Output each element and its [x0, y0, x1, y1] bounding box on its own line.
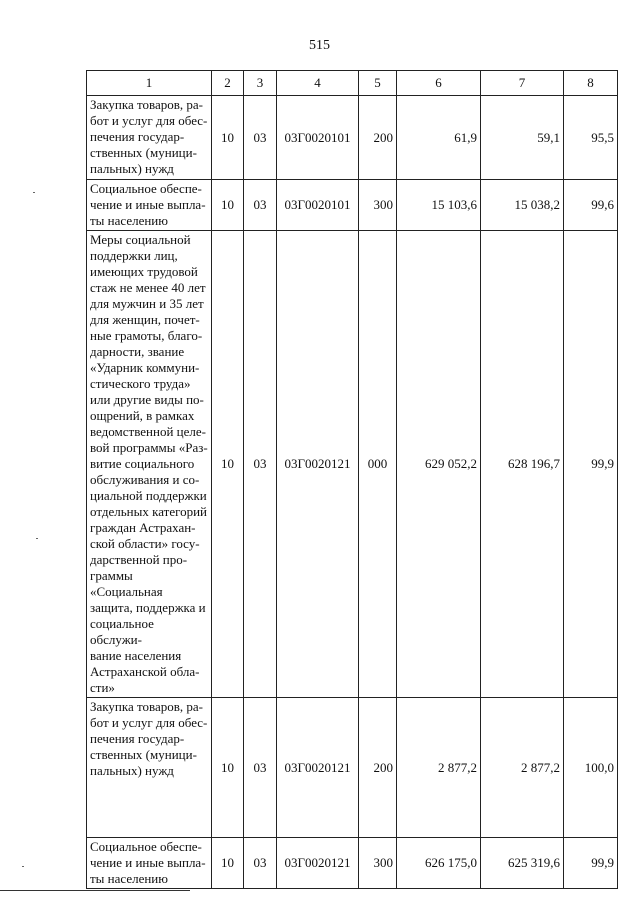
scan-speck	[33, 192, 35, 193]
target-item-cell: 03Г0020101	[277, 180, 359, 231]
subsection-cell: 03	[244, 96, 277, 180]
subsection-cell: 03	[244, 838, 277, 889]
executed-amount-cell: 625 319,6	[481, 838, 564, 889]
table-header-row	[87, 71, 618, 96]
page-number: 515	[309, 38, 330, 53]
executed-amount-cell: 628 196,7	[481, 231, 564, 698]
planned-amount-cell: 61,9	[397, 96, 481, 180]
subsection-cell: 03	[244, 180, 277, 231]
target-item-cell: 03Г0020121	[277, 231, 359, 698]
table-row	[87, 180, 618, 231]
expense-type-cell: 000	[359, 231, 397, 698]
header-col-8: 8	[564, 71, 618, 96]
expense-type-cell: 200	[359, 96, 397, 180]
planned-amount-cell: 629 052,2	[397, 231, 481, 698]
section-cell: 10	[212, 838, 244, 889]
header-col-2: 2	[212, 71, 244, 96]
table-row	[87, 96, 618, 180]
section-cell: 10	[212, 96, 244, 180]
execution-percent-cell: 100,0	[564, 698, 618, 838]
table-row	[87, 698, 618, 838]
execution-percent-cell: 99,9	[564, 838, 618, 889]
row-name-text: Закупка товаров, ра- бот и услуг для обес- печения государ- ственных (муници- пальных) нужд	[90, 97, 208, 176]
header-col-3: 3	[244, 71, 277, 96]
row-name-cell	[87, 96, 212, 180]
row-name-text: Меры социальной поддержки лиц, имеющих трудовой стаж не менее 40 лет для мужчин и 35 лет для женщин, почет- ные грамоты, благо- дарности, звание «Ударник коммуни- стического труда» или другие виды по- ощрений, в рамках ведомственной целе- вой программы «Раз- витие социального обслуживания и со- циальной поддержки отдельных категорий граждан Астрахан- ской области» госу- дарственной про- граммы «Социальная защита, поддержка и социальное обслужи- вание населения Астраханской обла- сти»	[90, 232, 208, 695]
execution-percent-cell: 99,9	[564, 231, 618, 698]
target-item-cell: 03Г0020101	[277, 96, 359, 180]
expense-type-cell: 300	[359, 838, 397, 889]
header-col-5: 5	[359, 71, 397, 96]
table-row	[87, 838, 618, 889]
planned-amount-cell: 15 103,6	[397, 180, 481, 231]
budget-execution-table	[86, 70, 618, 889]
header-col-7: 7	[481, 71, 564, 96]
scan-speck	[22, 866, 24, 867]
executed-amount-cell: 2 877,2	[481, 698, 564, 838]
row-name-cell	[87, 838, 212, 889]
planned-amount-cell: 2 877,2	[397, 698, 481, 838]
target-item-cell: 03Г0020121	[277, 838, 359, 889]
header-col-4: 4	[277, 71, 359, 96]
header-col-6: 6	[397, 71, 481, 96]
target-item-cell: 03Г0020121	[277, 698, 359, 838]
row-name-text: Закупка товаров, ра- бот и услуг для обес- печения государ- ственных (муници- пальных) нужд	[90, 699, 208, 778]
subsection-cell: 03	[244, 231, 277, 698]
expense-type-cell: 300	[359, 180, 397, 231]
section-cell: 10	[212, 698, 244, 838]
row-name-text: Социальное обеспе- чение и иные выпла- ты населению	[90, 181, 206, 228]
table-row	[87, 231, 618, 698]
executed-amount-cell: 15 038,2	[481, 180, 564, 231]
scan-speck	[36, 538, 38, 539]
executed-amount-cell: 59,1	[481, 96, 564, 180]
execution-percent-cell: 99,6	[564, 180, 618, 231]
planned-amount-cell: 626 175,0	[397, 838, 481, 889]
subsection-cell: 03	[244, 698, 277, 838]
row-name-cell	[87, 231, 212, 698]
row-name-text: Социальное обеспе- чение и иные выпла- ты населению	[90, 839, 206, 886]
expense-type-cell: 200	[359, 698, 397, 838]
row-name-cell	[87, 698, 212, 838]
section-cell: 10	[212, 180, 244, 231]
execution-percent-cell: 95,5	[564, 96, 618, 180]
header-col-1: 1	[87, 71, 212, 96]
scan-edge-line	[0, 890, 190, 891]
row-name-cell	[87, 180, 212, 231]
section-cell: 10	[212, 231, 244, 698]
